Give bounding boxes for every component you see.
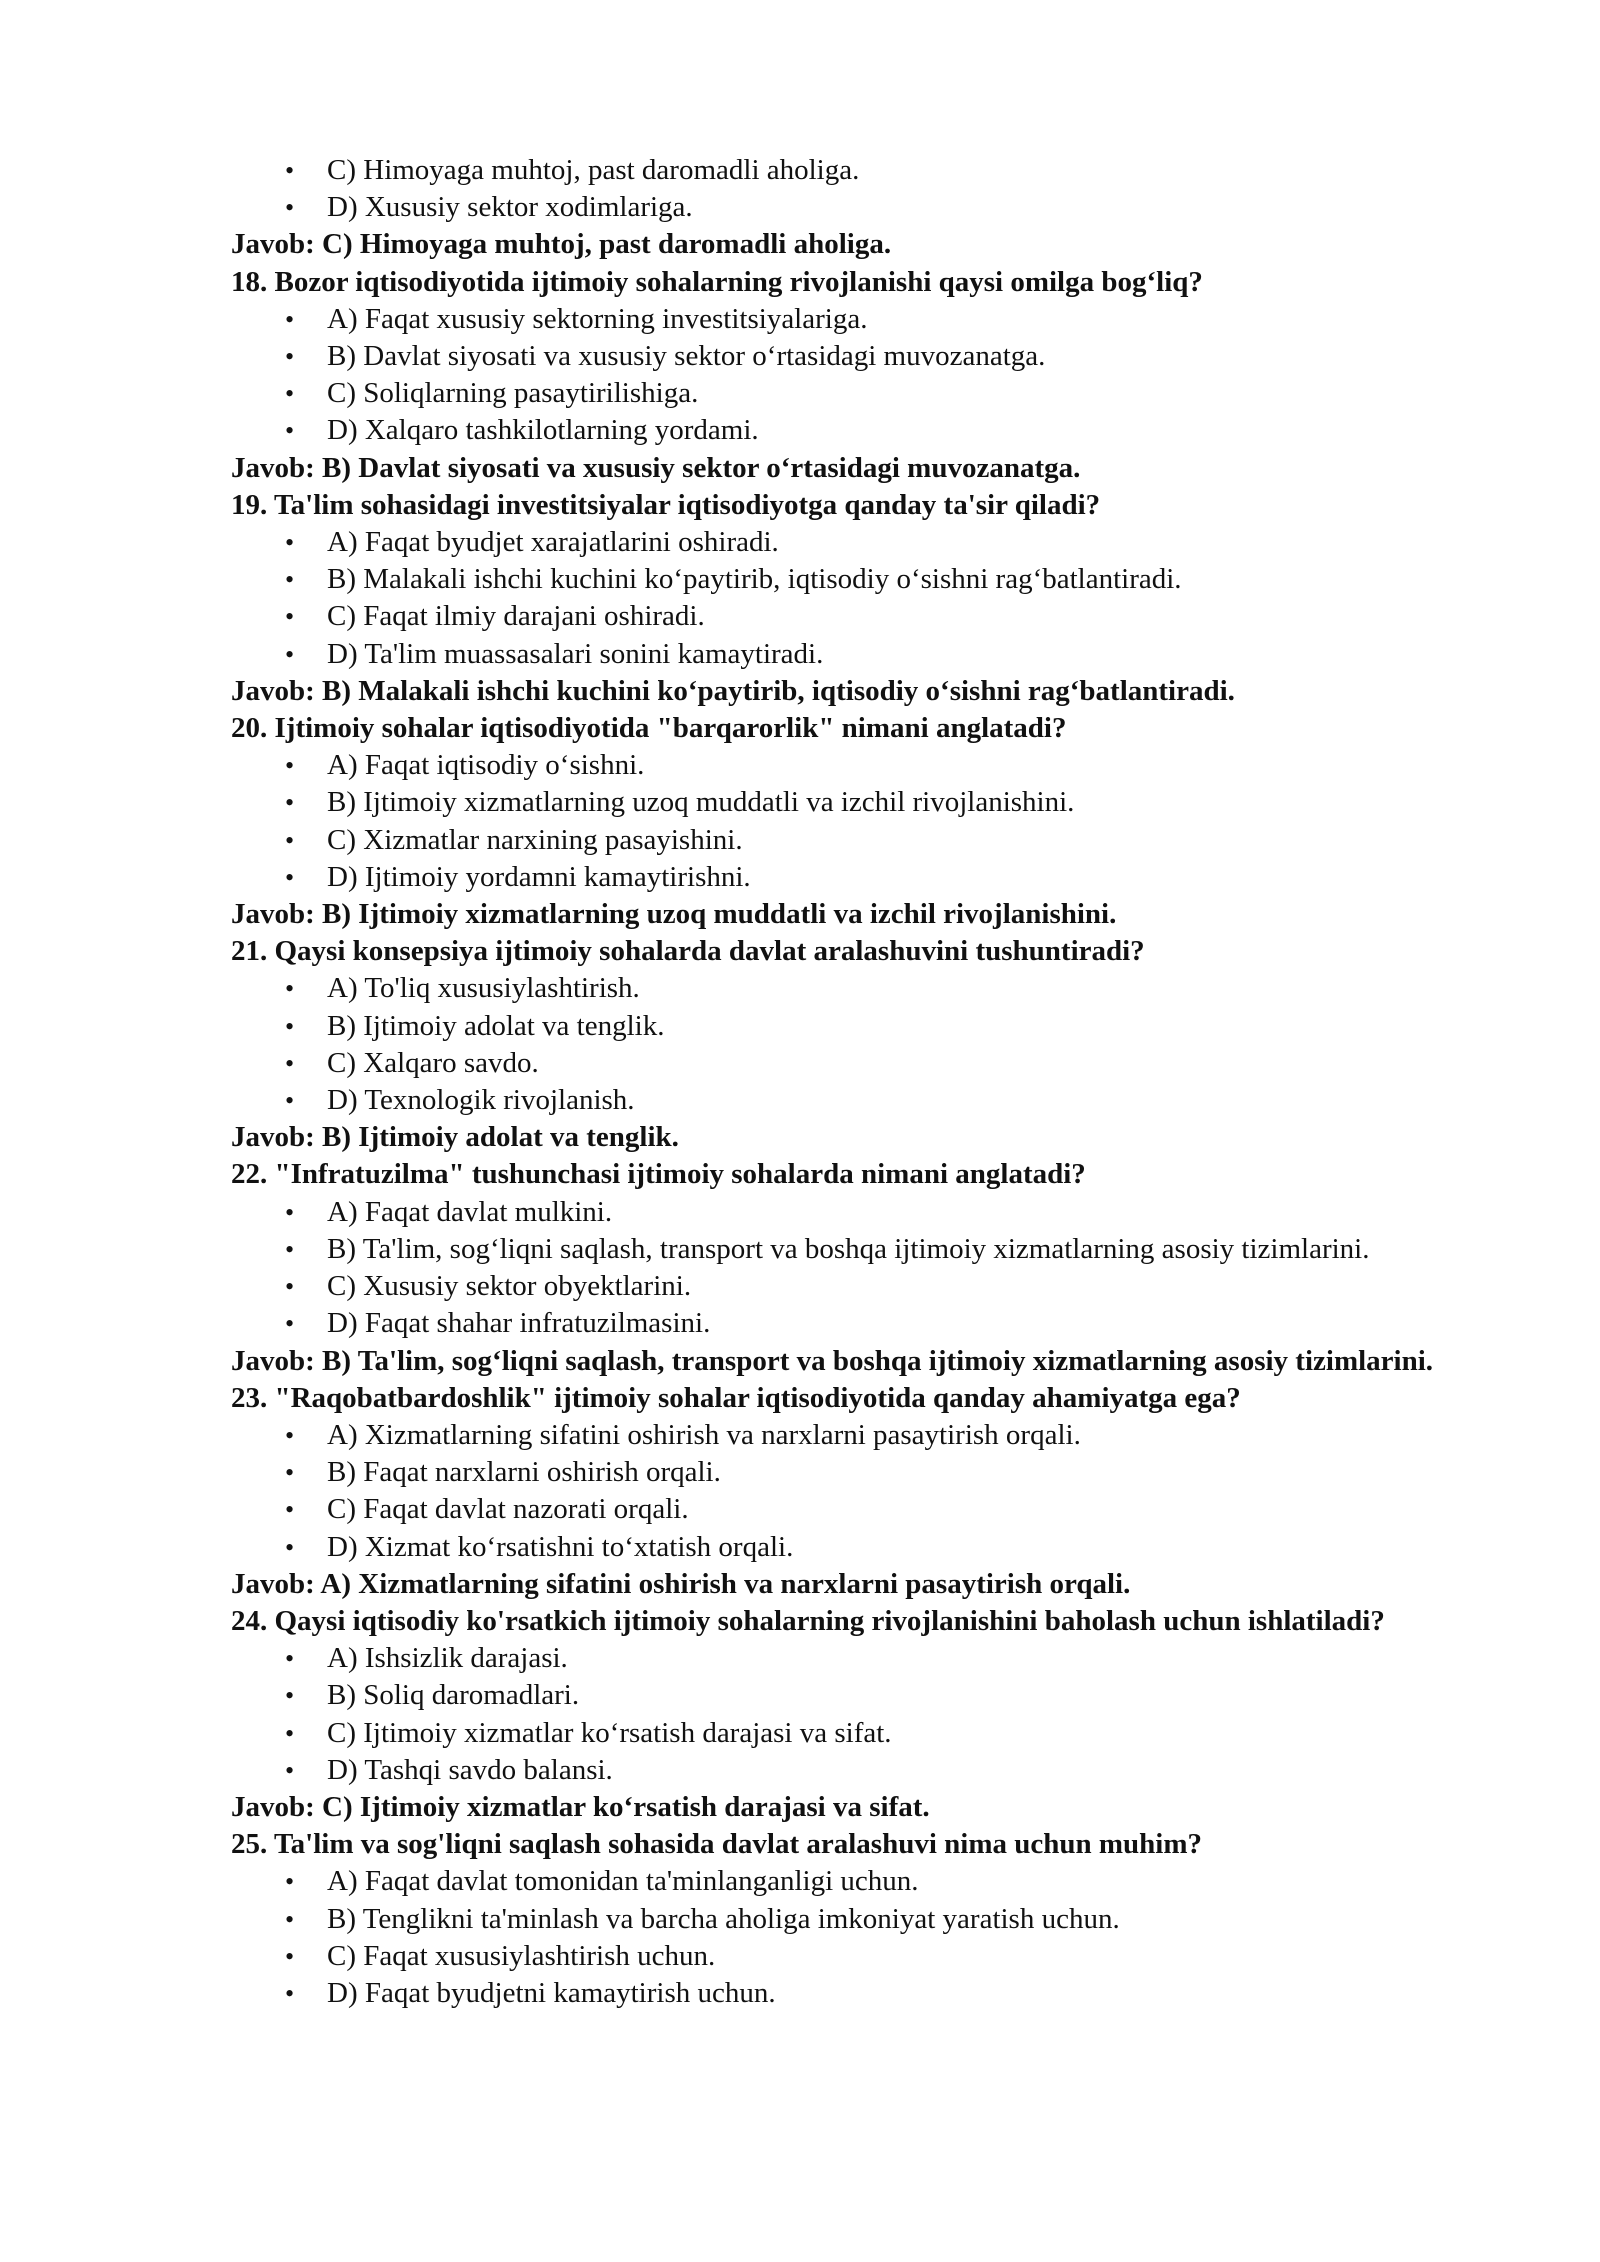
bullet-icon: • bbox=[285, 1941, 295, 1971]
bullet-icon: • bbox=[285, 304, 295, 334]
answer-text: Javob: A) Xizmatlarning sifatini oshirish va narxlarni pasaytirish orqali. bbox=[231, 1567, 1131, 1600]
option-item bbox=[231, 1863, 1540, 1900]
option-text: B) Soliq daromadlari. bbox=[327, 1679, 580, 1712]
option-item bbox=[231, 1231, 1540, 1268]
question-17-tail bbox=[231, 152, 1540, 264]
bullet-icon: • bbox=[285, 528, 295, 558]
option-item bbox=[231, 1529, 1540, 1566]
option-text: A) Ishsizlik darajasi. bbox=[327, 1642, 568, 1675]
option-text: B) Malakali ishchi kuchini ko‘paytirib, iqtisodiy o‘sishni rag‘batlantiradi. bbox=[327, 563, 1182, 596]
option-text: D) Tashqi savdo balansi. bbox=[327, 1753, 613, 1786]
question-text: 18. Bozor iqtisodiyotida ijtimoiy sohalarning rivojlanishi qaysi omilga bog‘liq? bbox=[231, 265, 1203, 298]
option-text: A) Faqat iqtisodiy o‘sishni. bbox=[327, 749, 645, 782]
option-item bbox=[231, 338, 1540, 375]
option-item bbox=[231, 1491, 1540, 1528]
bullet-icon: • bbox=[285, 379, 295, 409]
option-item bbox=[231, 1901, 1540, 1938]
option-text: C) Xususiy sektor obyektlarini. bbox=[327, 1270, 692, 1303]
option-text: C) Faqat davlat nazorati orqali. bbox=[327, 1493, 689, 1526]
option-text: B) Ijtimoiy xizmatlarning uzoq muddatli va izchil rivojlanishini. bbox=[327, 786, 1075, 819]
option-item bbox=[231, 1268, 1540, 1305]
option-text: D) Xususiy sektor xodimlariga. bbox=[327, 191, 693, 224]
option-text: A) To'liq xususiylashtirish. bbox=[327, 972, 640, 1005]
bullet-icon: • bbox=[285, 1681, 295, 1711]
question-block-25 bbox=[231, 1826, 1540, 2012]
bullet-icon: • bbox=[285, 1197, 295, 1227]
bullet-icon: • bbox=[285, 342, 295, 372]
option-text: B) Tenglikni ta'minlash va barcha aholiga imkoniyat yaratish uchun. bbox=[327, 1902, 1120, 1935]
option-item bbox=[231, 1194, 1540, 1231]
bullet-icon: • bbox=[285, 1272, 295, 1302]
option-item bbox=[231, 598, 1540, 635]
option-item bbox=[231, 636, 1540, 673]
question-text: 22. "Infratuzilma" tushunchasi ijtimoiy sohalarda nimani anglatadi? bbox=[231, 1158, 1086, 1191]
bullet-icon: • bbox=[285, 1644, 295, 1674]
answer-text: Javob: B) Ijtimoiy adolat va tenglik. bbox=[231, 1121, 679, 1154]
option-text: B) Faqat narxlarni oshirish orqali. bbox=[327, 1456, 721, 1489]
answer-text: Javob: B) Ta'lim, sog‘liqni saqlash, transport va boshqa ijtimoiy xizmatlarning asosiy tizimlarini. bbox=[231, 1344, 1434, 1377]
option-item bbox=[231, 747, 1540, 784]
bullet-icon: • bbox=[285, 602, 295, 632]
question-block-23 bbox=[231, 1380, 1540, 1603]
bullet-icon: • bbox=[285, 825, 295, 855]
question-block-20 bbox=[231, 710, 1540, 933]
option-text: C) Soliqlarning pasaytirilishiga. bbox=[327, 377, 699, 410]
bullet-icon: • bbox=[285, 156, 295, 185]
option-item bbox=[231, 1417, 1540, 1454]
bullet-icon: • bbox=[285, 862, 295, 892]
option-text: A) Faqat byudjet xarajatlarini oshiradi. bbox=[327, 526, 779, 559]
option-text: D) Ijtimoiy yordamni kamaytirishni. bbox=[327, 860, 751, 893]
option-text: C) Xalqaro savdo. bbox=[327, 1046, 539, 1079]
bullet-icon: • bbox=[285, 1532, 295, 1562]
bullet-icon: • bbox=[285, 1904, 295, 1934]
answer-text: Javob: B) Malakali ishchi kuchini ko‘paytirib, iqtisodiy o‘sishni rag‘batlantiradi. bbox=[231, 674, 1235, 707]
option-item bbox=[231, 301, 1540, 338]
bullet-icon: • bbox=[285, 565, 295, 595]
bullet-icon: • bbox=[285, 1978, 295, 2008]
option-text: A) Faqat xususiy sektorning investitsiyalariga. bbox=[327, 302, 868, 335]
answer-text: Javob: C) Himoyaga muhtoj, past daromadli aholiga. bbox=[231, 228, 892, 261]
bullet-icon: • bbox=[285, 974, 295, 1004]
answer-text: Javob: C) Ijtimoiy xizmatlar ko‘rsatish darajasi va sifat. bbox=[231, 1790, 930, 1823]
question-text: 23. "Raqobatbardoshlik" ijtimoiy sohalar iqtisodiyotida qanday ahamiyatga ega? bbox=[231, 1381, 1241, 1414]
bullet-icon: • bbox=[285, 1458, 295, 1488]
option-item bbox=[231, 822, 1540, 859]
answer-text: Javob: B) Ijtimoiy xizmatlarning uzoq muddatli va izchil rivojlanishini. bbox=[231, 898, 1117, 931]
bullet-icon: • bbox=[285, 1234, 295, 1264]
option-text: A) Xizmatlarning sifatini oshirish va narxlarni pasaytirish orqali. bbox=[327, 1418, 1081, 1451]
bullet-icon: • bbox=[285, 1755, 295, 1785]
question-text: 21. Qaysi konsepsiya ijtimoiy sohalarda davlat aralashuvini tushuntiradi? bbox=[231, 935, 1145, 968]
question-text: 25. Ta'lim va sog'liqni saqlash sohasida davlat aralashuvi nima uchun muhim? bbox=[231, 1828, 1203, 1861]
option-item bbox=[231, 1305, 1540, 1342]
option-item bbox=[231, 1640, 1540, 1677]
option-item bbox=[231, 784, 1540, 821]
option-item bbox=[231, 1082, 1540, 1119]
bullet-icon: • bbox=[285, 1420, 295, 1450]
bullet-icon: • bbox=[285, 639, 295, 669]
bullet-icon: • bbox=[285, 1718, 295, 1748]
option-text: D) Xalqaro tashkilotlarning yordami. bbox=[327, 414, 759, 447]
question-text: 24. Qaysi iqtisodiy ko'rsatkich ijtimoiy sohalarning rivojlanishini baholash uchun ishlatiladi? bbox=[231, 1604, 1385, 1637]
option-text: D) Faqat byudjetni kamaytirish uchun. bbox=[327, 1976, 776, 2009]
question-block-22 bbox=[231, 1156, 1540, 1379]
bullet-icon: • bbox=[285, 1495, 295, 1525]
bullet-icon: • bbox=[285, 1048, 295, 1078]
option-text: D) Texnologik rivojlanish. bbox=[327, 1084, 635, 1117]
option-item bbox=[231, 1715, 1540, 1752]
option-text: D) Xizmat ko‘rsatishni to‘xtatish orqali. bbox=[327, 1530, 794, 1563]
option-text: C) Xizmatlar narxining pasayishini. bbox=[327, 823, 743, 856]
bullet-icon: • bbox=[285, 1309, 295, 1339]
bullet-icon: • bbox=[285, 1011, 295, 1041]
question-block-21 bbox=[231, 933, 1540, 1156]
option-text: D) Faqat shahar infratuzilmasini. bbox=[327, 1307, 711, 1340]
option-item bbox=[231, 1008, 1540, 1045]
bullet-icon: • bbox=[285, 751, 295, 781]
bullet-icon: • bbox=[285, 416, 295, 446]
bullet-icon: • bbox=[285, 1867, 295, 1897]
option-item bbox=[231, 1752, 1540, 1789]
option-item bbox=[231, 152, 1540, 189]
option-item bbox=[231, 859, 1540, 896]
option-text: A) Faqat davlat mulkini. bbox=[327, 1195, 613, 1228]
option-item bbox=[231, 561, 1540, 598]
option-text: C) Himoyaga muhtoj, past daromadli aholiga. bbox=[327, 154, 860, 186]
question-text: 20. Ijtimoiy sohalar iqtisodiyotida "barqarorlik" nimani anglatadi? bbox=[231, 712, 1067, 745]
bullet-icon: • bbox=[285, 788, 295, 818]
option-text: C) Ijtimoiy xizmatlar ko‘rsatish darajasi va sifat. bbox=[327, 1716, 892, 1749]
option-item bbox=[231, 1975, 1540, 2012]
bullet-icon: • bbox=[285, 1086, 295, 1116]
option-item bbox=[231, 189, 1540, 226]
option-text: C) Faqat xususiylashtirish uchun. bbox=[327, 1939, 716, 1972]
option-text: D) Ta'lim muassasalari sonini kamaytiradi. bbox=[327, 637, 824, 670]
option-item bbox=[231, 1454, 1540, 1491]
option-item bbox=[231, 1677, 1540, 1714]
question-text: 19. Ta'lim sohasidagi investitsiyalar iqtisodiyotga qanday ta'sir qiladi? bbox=[231, 488, 1101, 521]
question-block-24 bbox=[231, 1603, 1540, 1826]
option-item bbox=[231, 375, 1540, 412]
option-text: B) Ta'lim, sog‘liqni saqlash, transport va boshqa ijtimoiy xizmatlarning asosiy tizimlarini. bbox=[327, 1232, 1370, 1265]
option-text: C) Faqat ilmiy darajani oshiradi. bbox=[327, 600, 705, 633]
option-item bbox=[231, 412, 1540, 449]
option-text: B) Ijtimoiy adolat va tenglik. bbox=[327, 1009, 665, 1042]
option-text: A) Faqat davlat tomonidan ta'minlanganligi uchun. bbox=[327, 1865, 919, 1898]
option-item bbox=[231, 524, 1540, 561]
question-block-18 bbox=[231, 264, 1540, 487]
option-item bbox=[231, 1938, 1540, 1975]
answer-text: Javob: B) Davlat siyosati va xususiy sektor o‘rtasidagi muvozanatga. bbox=[231, 451, 1081, 484]
option-item bbox=[231, 1045, 1540, 1082]
option-text: B) Davlat siyosati va xususiy sektor o‘rtasidagi muvozanatga. bbox=[327, 340, 1046, 373]
bullet-icon: • bbox=[285, 193, 295, 223]
question-block-19 bbox=[231, 487, 1540, 710]
option-item bbox=[231, 970, 1540, 1007]
